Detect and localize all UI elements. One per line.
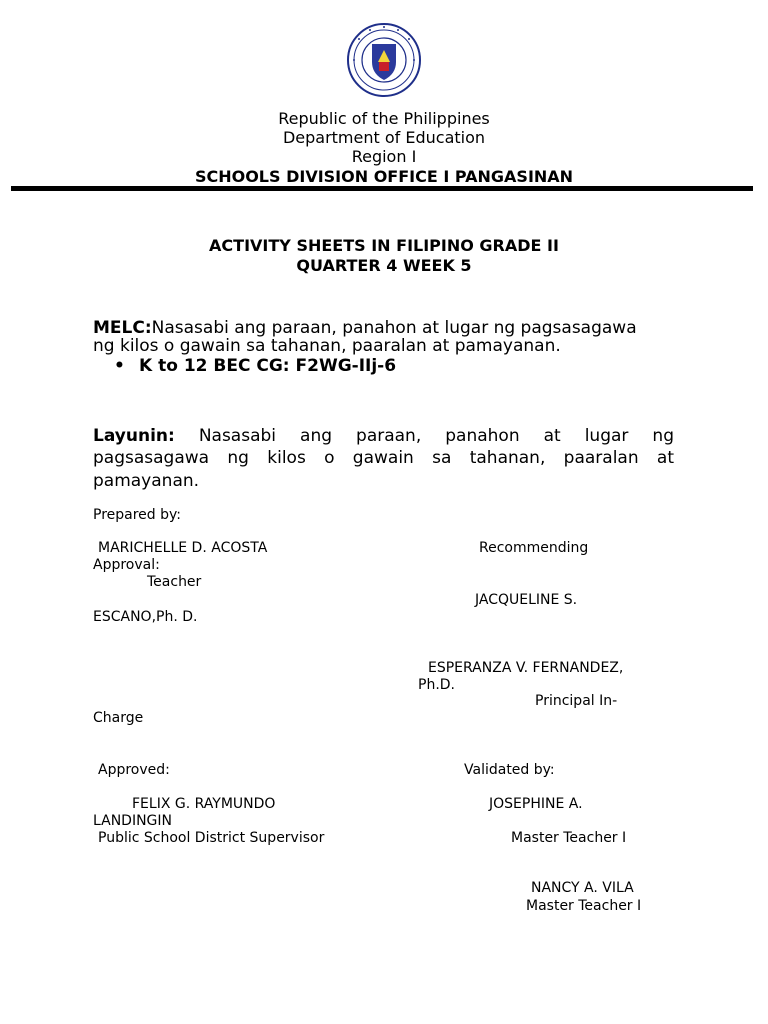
layunin-label: Layunin:	[93, 426, 175, 446]
fernandez-degree: Ph.D.	[418, 677, 455, 693]
landingin-name: LANDINGIN	[93, 813, 173, 829]
principal-title: Principal In-	[535, 693, 618, 709]
melc-text-2: ng kilos o gawain sa tahanan, paaralan at pamayanan.	[93, 336, 561, 356]
fernandez-name: ESPERANZA V. FERNANDEZ,	[428, 660, 624, 676]
vila-title: Master Teacher I	[526, 898, 642, 914]
activity-title: ACTIVITY SHEETS IN FILIPINO GRADE II	[209, 236, 559, 255]
prepared-by-label: Prepared by:	[93, 507, 181, 523]
validated-label: Validated by:	[464, 762, 555, 778]
recommending-label: Recommending	[479, 540, 589, 556]
vila-name: NANCY A. VILA	[531, 880, 634, 896]
josephine-name: JOSEPHINE A.	[489, 796, 583, 812]
quarter-week: QUARTER 4 WEEK 5	[296, 256, 472, 275]
layunin-line-2: pagsasagawa ng kilos o gawain sa tahanan, paaralan at	[93, 448, 674, 468]
header-region: Region I	[351, 147, 417, 166]
header-divider	[11, 186, 753, 191]
melc-code: K to 12 BEC CG: F2WG-IIj-6	[139, 356, 397, 376]
raymundo-name: FELIX G. RAYMUNDO	[132, 796, 276, 812]
melc-text-1: Nasasabi ang paraan, panahon at lugar ng pagsasagawa	[151, 318, 637, 338]
header-division-office: SCHOOLS DIVISION OFFICE I PANGASINAN	[194, 167, 574, 186]
header-department: Department of Education	[282, 128, 486, 147]
principal-title-cont: Charge	[93, 710, 144, 726]
melc-label: MELC:	[93, 318, 152, 338]
landingin-title: Master Teacher I	[511, 830, 627, 846]
escano-name-last: ESCANO,Ph. D.	[93, 609, 198, 625]
layunin-text-1: Nasasabi ang paraan, panahon at lugar ng	[198, 426, 674, 446]
approved-label: Approved:	[98, 762, 170, 778]
acosta-title: Teacher	[147, 574, 202, 590]
layunin-line-1	[93, 425, 674, 447]
deped-seal-logo	[346, 22, 422, 98]
raymundo-title: Public School District Supervisor	[98, 830, 325, 846]
melc-bullet	[114, 355, 396, 377]
acosta-name: MARICHELLE D. ACOSTA	[98, 540, 268, 556]
layunin-line-3: pamayanan.	[93, 471, 200, 491]
header-republic: Republic of the Philippines	[278, 109, 490, 128]
approval-label: Approval:	[93, 557, 160, 573]
escano-name-first: JACQUELINE S.	[475, 592, 578, 608]
bullet-dot: •	[114, 356, 125, 376]
